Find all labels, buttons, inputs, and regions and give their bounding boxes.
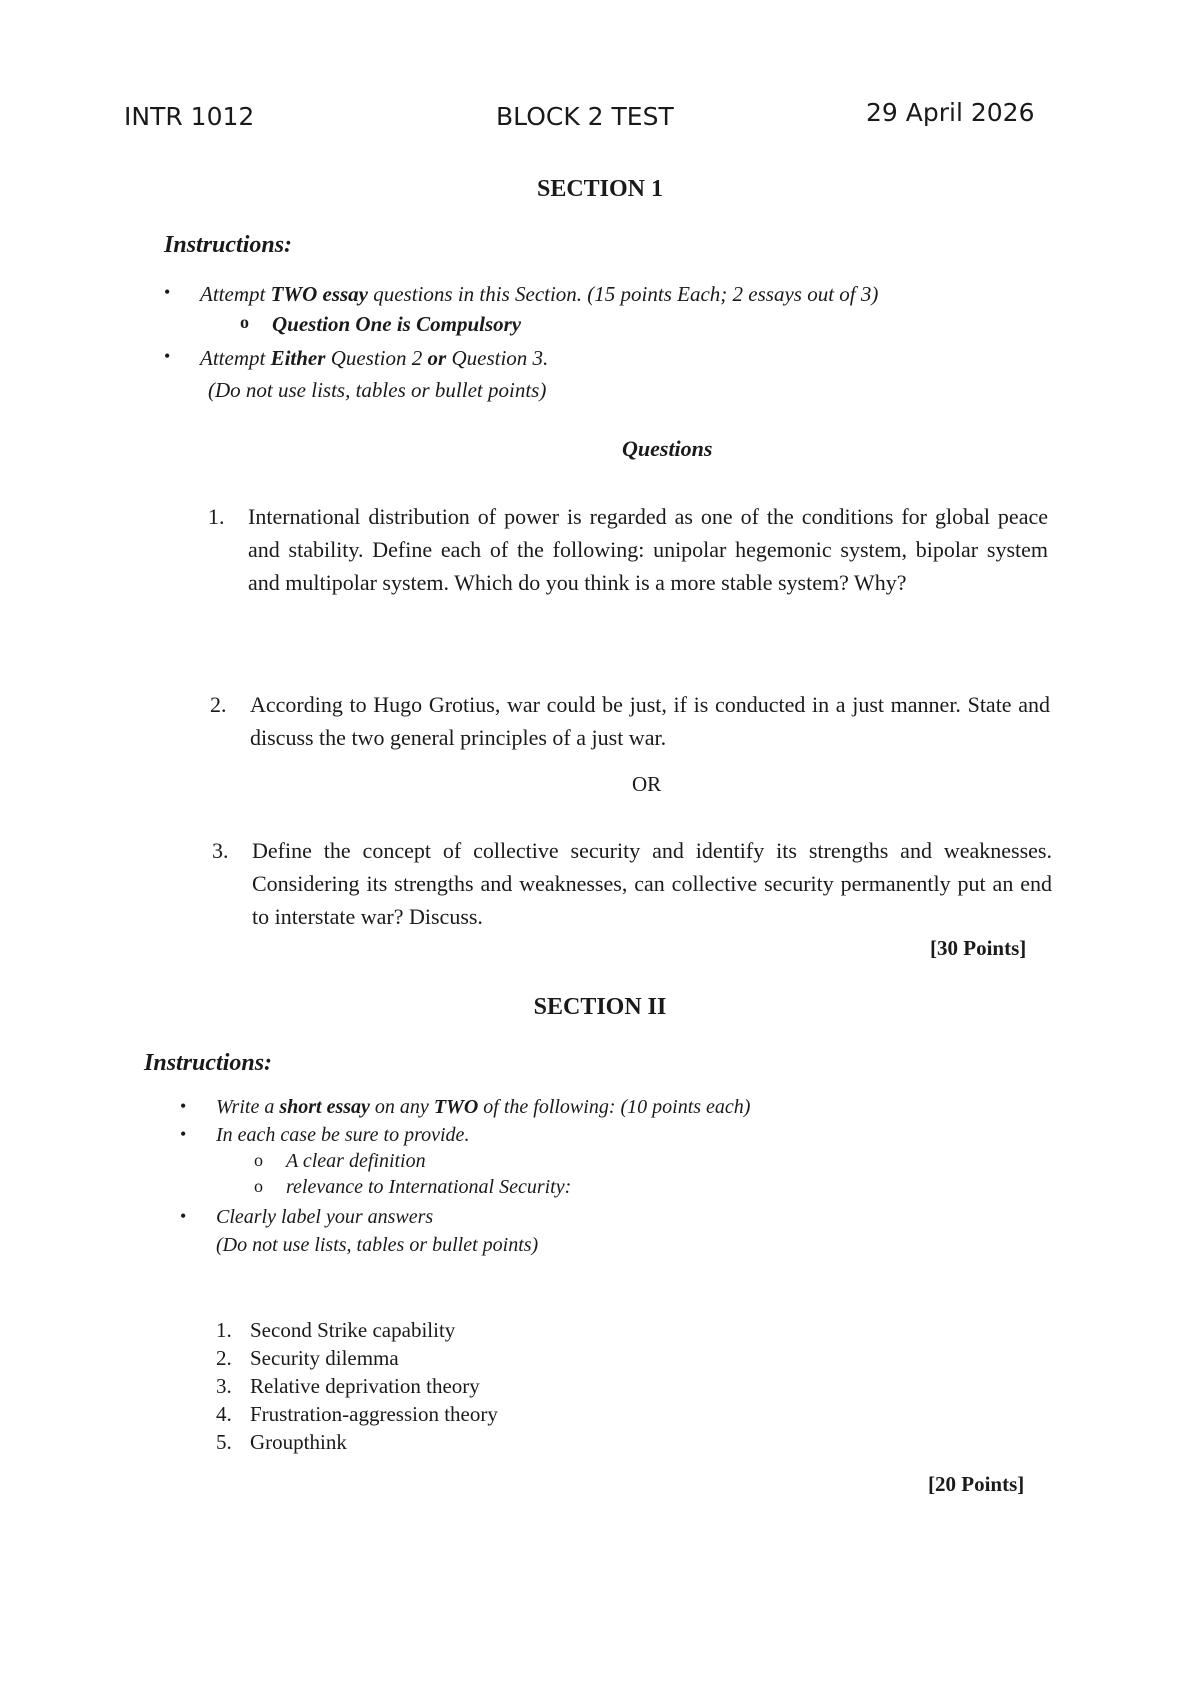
s2-instruction-note: (Do not use lists, tables or bullet points) [216,1234,539,1256]
course-code: INTR 1012 [124,102,255,131]
s1-instruction-note: (Do not use lists, tables or bullet points) [208,378,547,402]
sub-bullet-icon: o [240,312,249,332]
s2-instruction-2: • In each case be sure to provide. [180,1124,470,1146]
bullet-icon: • [180,1096,187,1116]
section-2-points: [20 Points] [928,1472,1025,1496]
s2-instruction-3: • Clearly label your answers [180,1206,434,1228]
topic-item: 4. Frustration-aggression theory [216,1402,498,1426]
s1-instruction-1-sub: o Question One is Compulsory [240,312,522,336]
s1-instruction-1: • Attempt TWO essay questions in this Section. (15 points Each; 2 essays out of 3) [164,282,879,306]
section-1-instructions-title: Instructions: [164,232,293,258]
topic-item: 5. Groupthink [216,1430,347,1454]
topic-item: 1. Second Strike capability [216,1318,456,1342]
section-1-points: [30 Points] [930,936,1027,960]
s2-instruction-1: • Write a short essay on any TWO of the following: (10 points each) [180,1096,751,1118]
topics-list [216,1316,498,1456]
question-item: 3. Define the concept of collective security and identify its strengths and weaknesses. Considering its strengths and weaknesses, can collective security permanently put an end to interstate war? Discuss. [212,838,1052,929]
questions-title: Questions [622,436,713,461]
topic-item: 3. Relative deprivation theory [216,1374,480,1398]
section-1-title: SECTION 1 [536,176,664,202]
or-label: OR [632,772,662,796]
s2-instruction-2-sub-2: o relevance to International Security: [254,1176,572,1198]
bullet-icon: • [164,346,171,366]
question-item: 1. International distribution of power is regarded as one of the conditions for global peace and stability. Define each of the following: unipolar hegemonic system, bipolar system and multipolar system. Which do you think is a more stable system? Why? [208,504,1048,595]
bullet-icon: • [180,1206,187,1226]
s2-instruction-2-sub-1: o A clear definition [254,1150,426,1172]
question-item: 2. According to Hugo Grotius, war could be just, if is conducted in a just manner. State and discuss the two general principles of a just war. [210,692,1050,750]
test-name: BLOCK 2 TEST [496,102,674,131]
section-2-title: SECTION II [533,994,667,1020]
sub-bullet-icon: o [254,1150,263,1170]
sub-bullet-icon: o [254,1176,263,1196]
bullet-icon: • [180,1124,187,1144]
s1-instruction-2: • Attempt Either Question 2 or Question 3. [164,346,549,370]
bullet-icon: • [164,282,171,302]
section-2-instructions-title: Instructions: [144,1050,273,1076]
topic-item: 2. Security dilemma [216,1346,399,1370]
exam-date: 29 April 2026 [866,98,1035,127]
